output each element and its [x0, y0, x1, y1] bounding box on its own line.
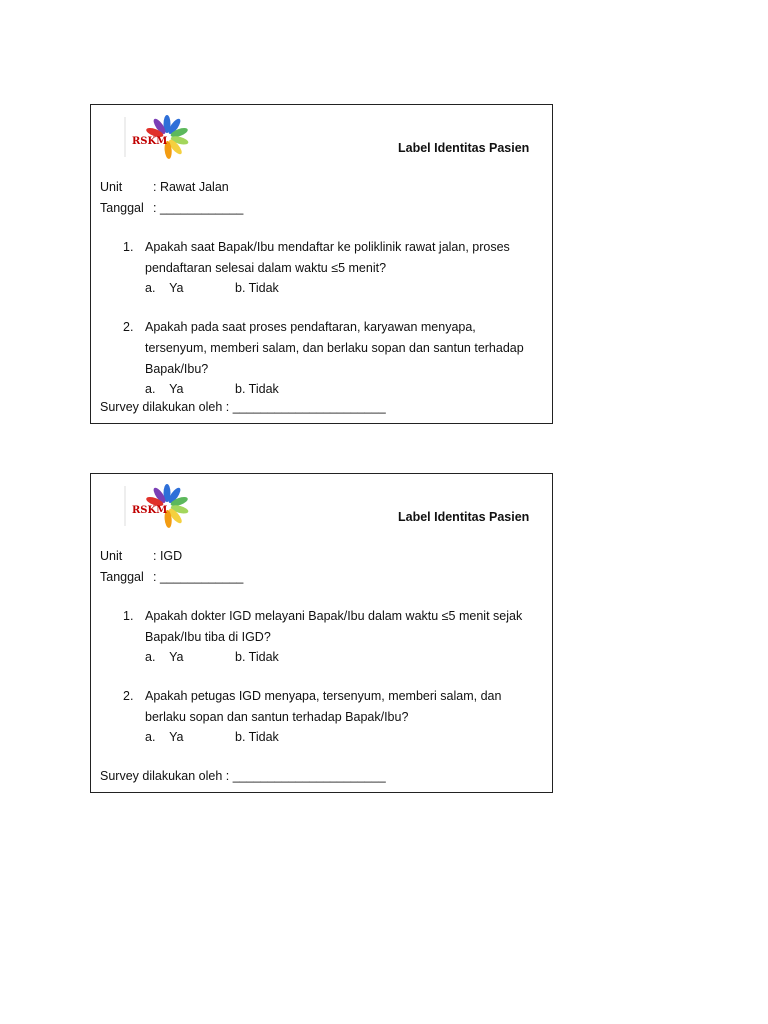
option-tidak: b. Tidak [235, 281, 279, 295]
question-1 [123, 237, 533, 299]
logo-text: RSKM [132, 505, 168, 516]
question-1 [123, 606, 533, 668]
option-ya: a. Ya [145, 730, 184, 744]
unit-row [100, 180, 229, 194]
option-tidak: b. Tidak [235, 730, 279, 744]
tanggal-row [100, 570, 243, 584]
question-number: 1. [123, 609, 134, 623]
tanggal-label: Tanggal [100, 570, 144, 584]
tanggal-value: : ____________ [153, 570, 244, 584]
label-identitas-pasien: Label Identitas Pasien [398, 510, 530, 524]
answer-options [145, 728, 533, 748]
unit-label: Unit [100, 180, 123, 194]
tanggal-value: : ____________ [153, 201, 244, 215]
question-number: 2. [123, 689, 134, 703]
question-2 [123, 686, 533, 748]
survey-card-igd [90, 473, 553, 793]
answer-options [145, 279, 533, 299]
tanggal-label: Tanggal [100, 201, 144, 215]
unit-value: : Rawat Jalan [153, 180, 229, 194]
unit-label: Unit [100, 549, 123, 563]
question-number: 2. [123, 320, 134, 334]
question-2 [123, 317, 533, 400]
option-ya: a. Ya [145, 382, 184, 396]
question-text: Apakah pada saat proses pendaftaran, karyawan menyapa, tersenyum, memberi salam, dan berlaku sopan dan santun terhadap Bapak/Ibu? [145, 320, 524, 376]
option-ya: a. Ya [145, 650, 184, 664]
survey-by-line: Survey dilakukan oleh : ______________________ [100, 400, 386, 414]
rskm-logo [123, 484, 189, 528]
answer-options [145, 380, 533, 400]
option-tidak: b. Tidak [235, 650, 279, 664]
unit-row [100, 549, 182, 563]
logo-text: RSKM [132, 136, 168, 147]
answer-options [145, 648, 533, 668]
option-ya: a. Ya [145, 281, 184, 295]
question-text: Apakah petugas IGD menyapa, tersenyum, memberi salam, dan berlaku sopan dan santun terhadap Bapak/Ibu? [145, 689, 502, 724]
option-tidak: b. Tidak [235, 382, 279, 396]
survey-card-rawat-jalan [90, 104, 553, 424]
label-identitas-pasien: Label Identitas Pasien [398, 141, 530, 155]
rskm-logo [123, 115, 189, 159]
question-number: 1. [123, 240, 134, 254]
survey-by-line: Survey dilakukan oleh : ______________________ [100, 769, 386, 783]
unit-value: : IGD [153, 549, 183, 563]
question-text: Apakah saat Bapak/Ibu mendaftar ke poliklinik rawat jalan, proses pendaftaran selesai dalam waktu ≤5 menit? [145, 240, 510, 275]
tanggal-row [100, 201, 243, 215]
question-text: Apakah dokter IGD melayani Bapak/Ibu dalam waktu ≤5 menit sejak Bapak/Ibu tiba di IGD? [145, 609, 523, 644]
